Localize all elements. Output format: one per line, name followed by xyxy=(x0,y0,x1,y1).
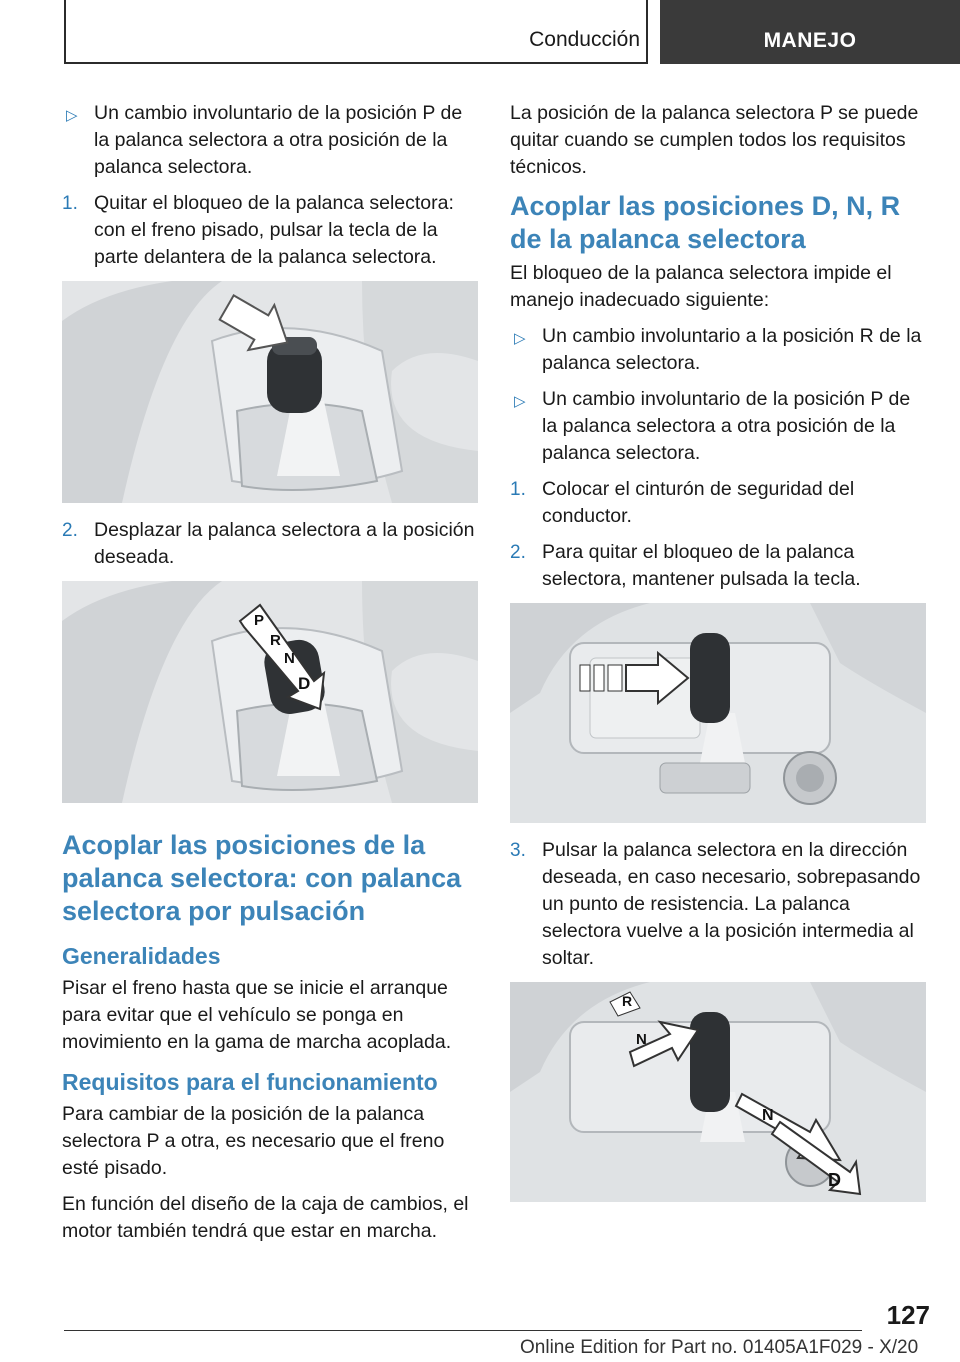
bullet-text: Un cambio involuntario de la posición P de la palanca selectora a otra posición de la palanca selectora. xyxy=(94,102,463,178)
step-text: Para quitar el bloqueo de la palanca selectora, mantener pulsada la tecla. xyxy=(542,541,861,590)
header-left-rule xyxy=(64,0,66,64)
footer-edition: Online Edition for Part no. 01405A1F029 - X/20 xyxy=(520,1337,919,1358)
step-number: 1. xyxy=(510,479,526,500)
body-text: El bloqueo de la palanca selectora impide el manejo inadecuado siguiente: xyxy=(510,262,892,311)
step-text: Quitar el bloqueo de la palanca selectora: con el freno pisado, pulsar la tecla de la parte delantera de la palanca selectora. xyxy=(94,192,454,268)
lever-directions-illustration xyxy=(510,982,926,1202)
body-text: Pisar el freno hasta que se inicie el arranque para evitar que el vehículo se ponga en movimiento en la gama de marcha acoplada. xyxy=(62,977,452,1053)
header-right-rule xyxy=(646,0,648,64)
step-item xyxy=(510,476,926,530)
gear-lever-illustration xyxy=(62,281,478,503)
body-text: En función del diseño de la caja de cambios, el motor también tendrá que estar en marcha. xyxy=(62,1193,469,1242)
page-number: 127 xyxy=(886,1300,930,1330)
step-text: Colocar el cinturón de seguridad del conductor. xyxy=(542,478,855,527)
figure-selector-positions xyxy=(62,581,478,803)
position-label-n: N xyxy=(284,650,295,667)
figure-lever-button xyxy=(510,603,926,823)
step-number: 1. xyxy=(62,193,78,214)
position-label-d: D xyxy=(298,674,311,693)
direction-label-n-top: N xyxy=(636,1031,647,1048)
step-number: 2. xyxy=(510,542,526,563)
figure-selector-lever-unlock xyxy=(62,281,478,503)
position-label-p: P xyxy=(254,612,265,629)
step-item xyxy=(510,837,926,972)
step-item xyxy=(62,190,478,271)
subsection-heading: Generalidades xyxy=(62,943,221,969)
triangle-right-icon: ▷ xyxy=(66,107,78,124)
body-text: La posición de la palanca selectora P se puede quitar cuando se cumplen todos los requisitos técnicos. xyxy=(510,102,919,178)
lever-button-illustration xyxy=(510,603,926,823)
triangle-right-icon: ▷ xyxy=(514,393,526,410)
step-number: 3. xyxy=(510,840,526,861)
bullet-item xyxy=(510,386,926,467)
bullet-item xyxy=(62,100,478,181)
section-heading: Acoplar las posiciones D, N, R de la palanca selectora xyxy=(510,191,901,254)
right-column xyxy=(510,100,926,1216)
footer-rule xyxy=(64,1330,862,1331)
step-number: 2. xyxy=(62,520,78,541)
position-label-r: R xyxy=(270,632,281,649)
direction-label-r: R xyxy=(622,993,633,1009)
step-text: Desplazar la palanca selectora a la posición deseada. xyxy=(94,519,475,568)
step-item xyxy=(62,517,478,571)
header-section: Conducción xyxy=(529,28,640,51)
gear-positions-illustration xyxy=(62,581,478,803)
figure-lever-directions xyxy=(510,982,926,1202)
step-text: Pulsar la palanca selectora en la dirección deseada, en caso necesario, sobrepasando un punto de resistencia. La palanca selectora vuelve a la posición intermedia al soltar. xyxy=(542,839,921,969)
bullet-text: Un cambio involuntario de la posición P de la palanca selectora a otra posición de la palanca selectora. xyxy=(542,388,911,464)
header-chapter-tab: MANEJO xyxy=(660,0,960,64)
bullet-item xyxy=(510,323,926,377)
subsection-heading: Requisitos para el funcionamiento xyxy=(62,1069,438,1095)
direction-label-n-bottom: N xyxy=(762,1107,774,1124)
direction-label-d: D xyxy=(828,1170,841,1190)
section-heading: Acoplar las posiciones de la palanca selectora: con palanca selectora por pulsación xyxy=(62,830,462,926)
left-column xyxy=(62,100,478,1254)
step-item xyxy=(510,539,926,593)
triangle-right-icon: ▷ xyxy=(514,330,526,347)
body-text: Para cambiar de la posición de la palanca selectora P a otra, es necesario que el freno esté pisado. xyxy=(62,1103,445,1179)
header-rule xyxy=(64,62,648,64)
bullet-text: Un cambio involuntario a la posición R de la palanca selectora. xyxy=(542,325,922,374)
